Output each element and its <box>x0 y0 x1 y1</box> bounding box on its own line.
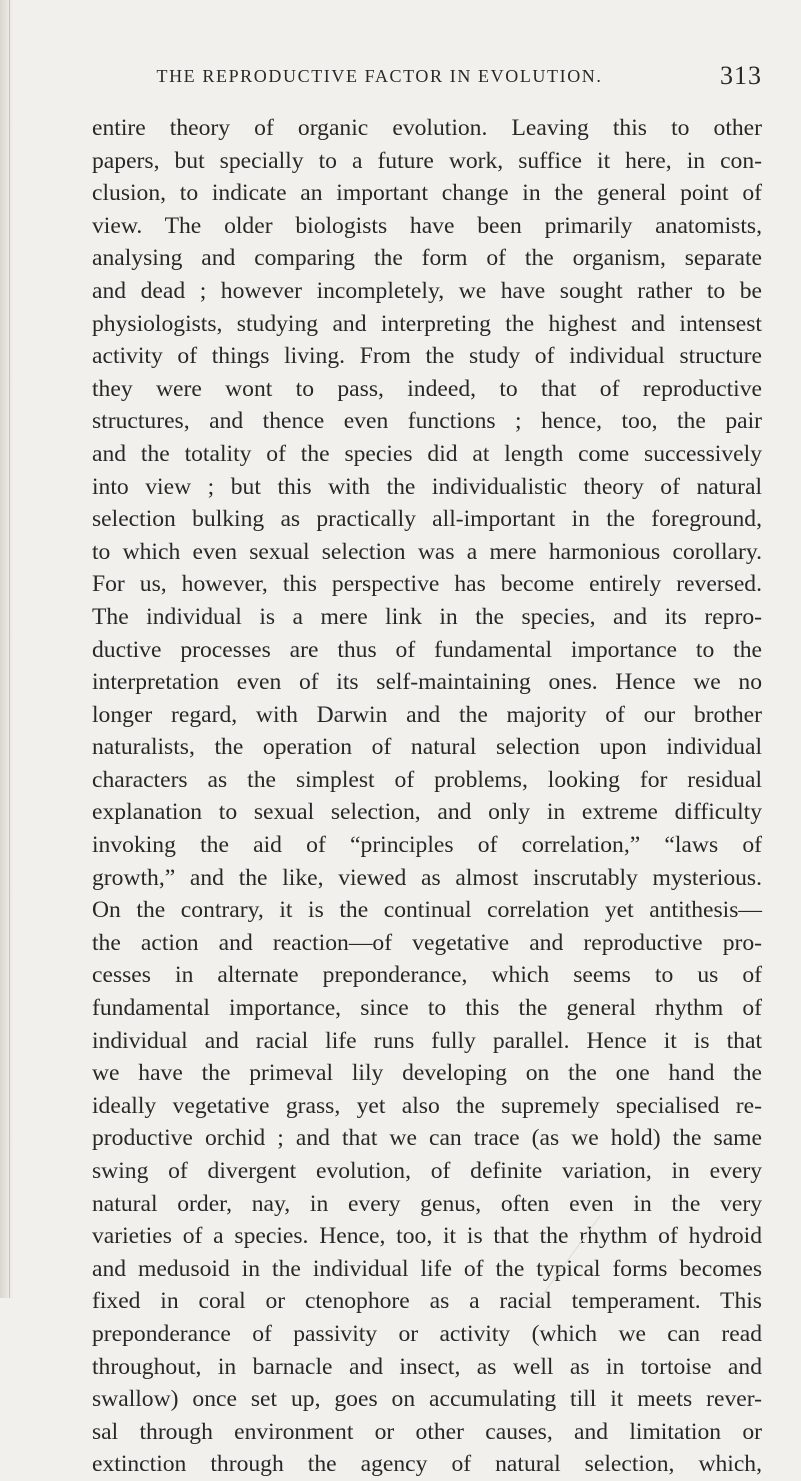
text-line: naturalists, the operation of natural selection upon individual <box>92 734 762 761</box>
text-line: entire theory of organic evolution. Leaving this to other <box>92 115 762 141</box>
text-line: selection bulking as practically all-important in the foreground, <box>92 506 762 533</box>
text-line: we have the primeval lily developing on the one hand the <box>92 1060 762 1087</box>
text-line: varieties of a species. Hence, too, it is that the rhythm of hydroid <box>92 1223 762 1250</box>
text-line: characters as the simplest of problems, looking for residual <box>92 766 762 793</box>
text-line: to which even sexual selection was a mere harmonious corollary. <box>92 538 762 565</box>
text-line: physiologists, studying and interpreting the highest and intensest <box>92 310 762 337</box>
text-line: into view ; but this with the individualistic theory of natural <box>92 473 762 500</box>
text-line: and medusoid in the individual life of the typical forms becomes <box>92 1255 762 1282</box>
text-line: extinction through the agency of natural selection, which, <box>92 1451 762 1478</box>
running-title: THE REPRODUCTIVE FACTOR IN EVOLUTION. <box>156 66 603 86</box>
text-line: individual and racial life runs fully parallel. Hence it is that <box>92 1027 762 1054</box>
text-line: and the totality of the species did at length come successively <box>92 440 762 467</box>
text-line: On the contrary, it is the continual correlation yet antithesis— <box>92 897 762 924</box>
text-line: longer regard, with Darwin and the majority of our brother <box>92 701 762 728</box>
text-line: swing of divergent evolution, of definite variation, in every <box>92 1158 762 1184</box>
text-line: growth,” and the like, viewed as almost inscrutably mysterious. <box>92 864 762 891</box>
text-line: papers, but specially to a future work, suffice it here, in con- <box>92 147 762 174</box>
text-line: fundamental importance, since to this the general rhythm of <box>92 995 762 1022</box>
text-line: they were wont to pass, indeed, to that of reproductive <box>92 375 762 402</box>
text-line: and dead ; however incompletely, we have sought rather to be <box>92 277 762 304</box>
text-line: analysing and comparing the form of the organism, separate <box>92 245 762 272</box>
running-head <box>92 62 762 92</box>
text-line: The individual is a mere link in the species, and its repro- <box>92 603 762 630</box>
text-line: preponderance of passivity or activity (which we can read <box>92 1320 762 1347</box>
page-number: 313 <box>720 61 762 90</box>
text-line: sal through environment or other causes, and limitation or <box>92 1418 762 1445</box>
text-line: ductive processes are thus of fundamental importance to the <box>92 636 762 663</box>
text-line: ideally vegetative grass, yet also the supremely specialised re- <box>92 1092 762 1119</box>
text-line: productive orchid ; and that we can trace (as we hold) the same <box>92 1125 762 1152</box>
text-line: explanation to sexual selection, and only in extreme difficulty <box>92 799 762 826</box>
text-line: activity of things living. From the study of individual structure <box>92 343 762 370</box>
text-line: natural order, nay, in every genus, often even in the very <box>92 1190 762 1217</box>
page-binding-edge <box>0 0 14 1298</box>
text-line: cesses in alternate preponderance, which seems to us of <box>92 962 762 989</box>
text-line: view. The older biologists have been primarily anatomists, <box>92 212 762 239</box>
text-line: the action and reaction—of vegetative and reproductive pro- <box>92 929 762 956</box>
text-line: For us, however, this perspective has become entirely reversed. <box>92 571 762 598</box>
text-line: interpretation even of its self-maintaining ones. Hence we no <box>92 669 762 696</box>
text-line: clusion, to indicate an important change in the general point of <box>92 180 762 207</box>
text-line: throughout, in barnacle and insect, as well as in tortoise and <box>92 1353 762 1380</box>
text-line: swallow) once set up, goes on accumulating till it meets rever- <box>92 1386 762 1413</box>
text-line: fixed in coral or ctenophore as a racial temperament. This <box>92 1288 762 1315</box>
body-text <box>92 112 762 1481</box>
text-line: invoking the aid of “principles of correlation,” “laws of <box>92 832 762 859</box>
page-binding-line <box>9 0 10 1298</box>
text-line: structures, and thence even functions ; hence, too, the pair <box>92 408 762 435</box>
